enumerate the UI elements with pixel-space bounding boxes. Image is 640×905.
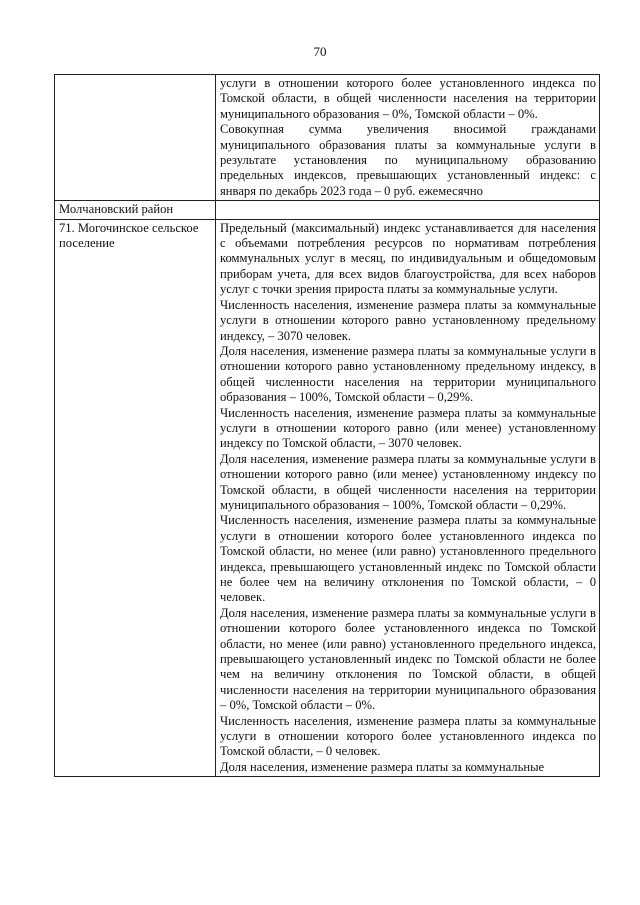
table-row — [55, 75, 600, 201]
paragraph: Доля населения, изменение размера платы за коммунальные услуги в отношении которого равно (или менее) установленному индексу по Томской области, в общей численности населения на территории муниципального образования – 100%, Томской области – 0,29%. — [220, 451, 596, 512]
paragraph: Численность населения, изменение размера платы за коммунальные услуги в отношении которого более установленного индекса по Томской области, – 0 человек. — [220, 713, 596, 759]
table-row — [55, 219, 600, 777]
page-number: 70 — [313, 44, 327, 59]
settlement-cell: 71. Могочинское сельское поселение — [55, 219, 216, 777]
description-cell — [216, 219, 600, 777]
document-table — [54, 74, 600, 777]
paragraph: Численность населения, изменение размера платы за коммунальные услуги в отношении которого равно установленному предельному индексу, – 3070 человек. — [220, 297, 596, 343]
paragraph: услуги в отношении которого более установленного индекса по Томской области, в общей численности населения на территории муниципального образования – 0%, Томской области – 0%. — [220, 76, 596, 121]
district-heading: Молчановский район — [55, 201, 216, 219]
paragraph: Численность населения, изменение размера платы за коммунальные услуги в отношении которого более установленного индекса по Томской области, но менее (или равно) установленного предельного индекса, превышающего установленный индекс по Томской области не более чем на величину отклонения по Томской области, – 0 человек. — [220, 513, 596, 605]
paragraph: Доля населения, изменение размера платы за коммунальные услуги в отношении которого более установленного индекса по Томской области, но менее (или равно) установленного предельного индекса, превышающего установленный индекс по Томской области не более чем на величину отклонения по Томской области, в общей численности населения на территории муниципального образования – 0%, Томской области – 0%. — [220, 605, 596, 713]
paragraph: Доля населения, изменение размера платы за коммунальные услуги в отношении которого равно установленному предельному индексу, в общей численности населения на территории муниципального образования – 100%, Томской области – 0,29%. — [220, 343, 596, 405]
paragraph: Доля населения, изменение размера платы за коммунальные — [220, 759, 545, 774]
paragraph: Совокупная сумма увеличения вносимой гражданами муниципального образования платы за коммунальные услуги в результате установления по муниципальному образованию предельных индексов, превышающих установленный индекс: с января по декабрь 2023 года – 0 руб. ежемесячно — [220, 122, 596, 198]
empty-cell — [216, 201, 600, 219]
paragraph: Предельный (максимальный) индекс устанавливается для населения с объемами потребления ресурсов по нормативам потребления коммунальных услуг в месяц, по индивидуальным и общедомовым приборам учета, для всех видов благоустройства, для всех наборов услуг с точки зрения прироста платы за коммунальные услуги. — [220, 220, 596, 297]
section-row — [55, 201, 600, 219]
paragraph: Численность населения, изменение размера платы за коммунальные услуги в отношении которого равно (или менее) установленному индексу по Томской области, – 3070 человек. — [220, 405, 596, 451]
settlement-cell — [55, 75, 216, 201]
description-cell — [216, 75, 600, 201]
